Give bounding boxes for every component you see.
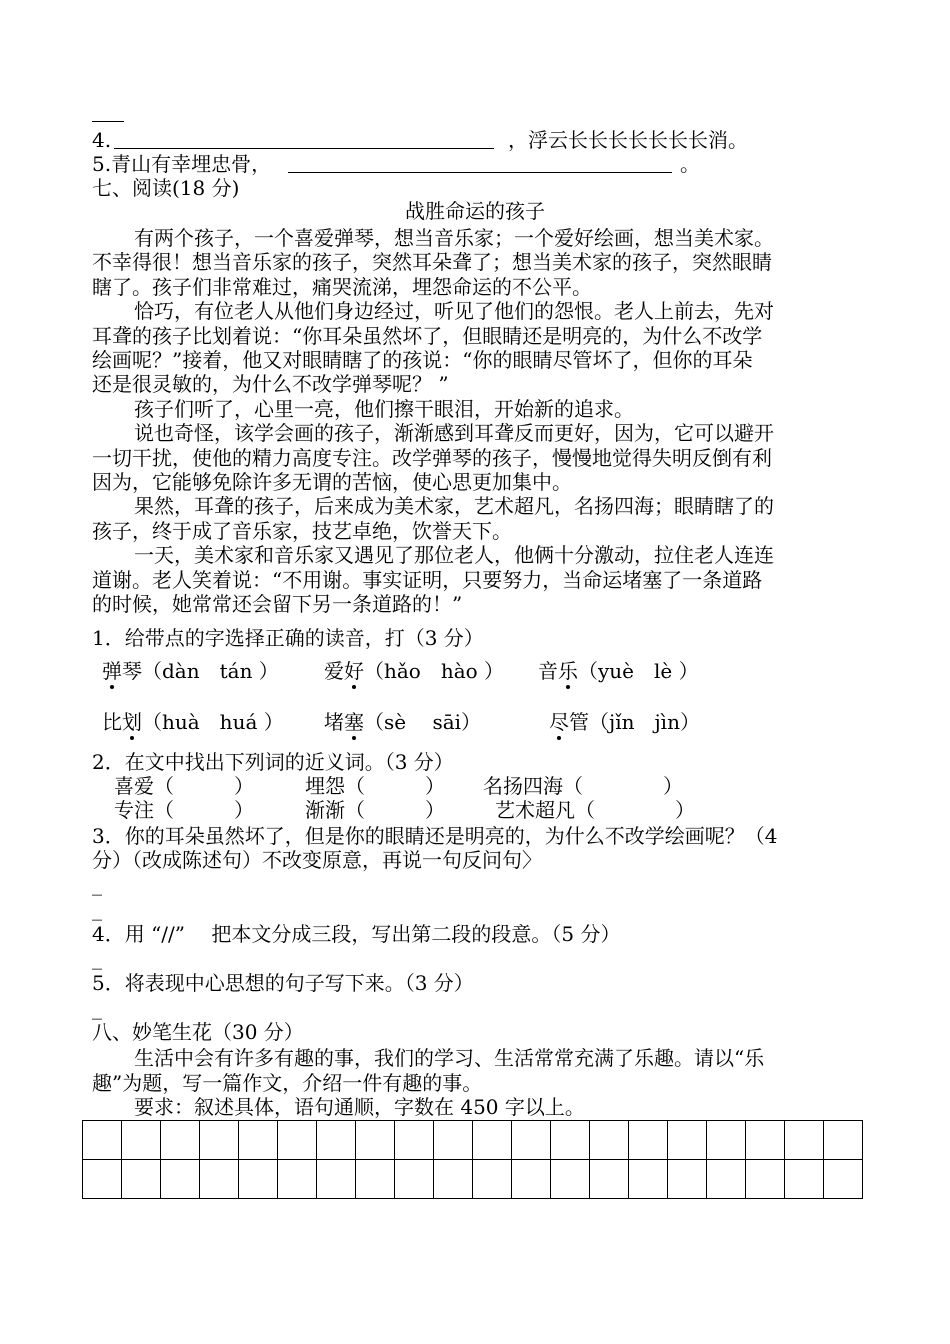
grid-cell[interactable] xyxy=(551,1160,590,1199)
q3-text-line1: 3．你的耳朵虽然坏了，但是你的眼睛还是明亮的，为什么不改学绘画呢？（4 xyxy=(92,824,778,848)
q2-item[interactable]: 名扬四海（ ） xyxy=(483,774,683,798)
grid-cell[interactable] xyxy=(746,1121,785,1160)
grid-cell[interactable] xyxy=(239,1121,278,1160)
pinyin-choice[interactable] xyxy=(324,710,481,734)
grid-cell[interactable] xyxy=(824,1160,863,1199)
story-line: 绘画呢？”接着，他又对眼睛瞎了的孩说：“你的眼睛尽管坏了，但你的耳朵 xyxy=(92,348,753,372)
grid-cell[interactable] xyxy=(200,1160,239,1199)
grid-cell[interactable] xyxy=(629,1121,668,1160)
q4-fill-prefix: 4. xyxy=(92,128,112,152)
q3-answer-blank[interactable]: _ xyxy=(92,872,102,896)
q1-text: 1．给带点的字选择正确的读音，打（3 分） xyxy=(92,626,484,650)
q5-fill-prefix: 5.青山有幸埋忠骨， xyxy=(92,152,272,176)
pinyin-choice[interactable] xyxy=(102,659,279,683)
grid-cell[interactable] xyxy=(278,1160,317,1199)
essay-writing-grid[interactable] xyxy=(82,1120,863,1199)
story-line: 因为，它能够免除许多无谓的苦恼，使心思更加集中。 xyxy=(92,470,572,494)
story-line: 一切干扰，使他的精力高度专注。改学弹琴的孩子，慢慢地觉得失明反倒有利 xyxy=(92,445,772,470)
top-rule xyxy=(92,121,124,122)
grid-cell[interactable] xyxy=(590,1121,629,1160)
grid-cell[interactable] xyxy=(590,1160,629,1199)
pinyin-options: （sè sāi） xyxy=(364,710,482,734)
story-line: 说也奇怪，该学会画的孩子，渐渐感到耳聋反而更好，因为，它可以避开 xyxy=(134,421,774,446)
story-line: 耳聋的孩子比划着说：“你耳朵虽然坏了，但眼睛还是明亮的，为什么不改学 xyxy=(92,323,763,348)
grid-cell[interactable] xyxy=(161,1121,200,1160)
grid-cell[interactable] xyxy=(473,1160,512,1199)
dotted-character: 弹 xyxy=(102,659,122,683)
grid-cell[interactable] xyxy=(356,1121,395,1160)
q3-answer-blank[interactable]: _ xyxy=(92,897,102,921)
word-part: 比 xyxy=(102,710,122,734)
q2-text: 2．在文中找出下列词的近义词。（3 分） xyxy=(92,750,454,774)
grid-cell[interactable] xyxy=(356,1160,395,1199)
pinyin-options: （hǎo hào ） xyxy=(364,659,505,683)
story-title: 战胜命运的孩子 xyxy=(405,199,545,223)
essay-prompt-line2: 趣”为题，写一篇作文，介绍一件有趣的事。 xyxy=(92,1071,483,1095)
grid-row xyxy=(83,1160,863,1199)
grid-cell[interactable] xyxy=(395,1160,434,1199)
dotted-character: 尽 xyxy=(549,710,569,734)
grid-cell[interactable] xyxy=(707,1121,746,1160)
grid-cell[interactable] xyxy=(473,1121,512,1160)
q2-item[interactable]: 专注（ ） xyxy=(114,798,254,822)
grid-cell[interactable] xyxy=(668,1121,707,1160)
pinyin-options: （huà huá ） xyxy=(142,710,284,734)
story-line: 一天，美术家和音乐家又遇见了那位老人，他俩十分激动，拉住老人连连 xyxy=(134,543,774,568)
grid-cell[interactable] xyxy=(512,1121,551,1160)
story-line: 孩子，终于成了音乐家，技艺卓绝，饮誉天下。 xyxy=(92,518,512,543)
essay-prompt-line1: 生活中会有许多有趣的事，我们的学习、生活常常充满了乐趣。请以“乐 xyxy=(134,1046,765,1070)
dotted-character: 乐 xyxy=(558,659,578,683)
section8-heading: 八、妙笔生花（30 分） xyxy=(92,1020,304,1044)
q5-text: 5．将表现中心思想的句子写下来。（3 分） xyxy=(92,971,474,995)
grid-cell[interactable] xyxy=(785,1160,824,1199)
pinyin-options: 琴（dàn tán ） xyxy=(122,659,279,683)
grid-cell[interactable] xyxy=(122,1160,161,1199)
story-line: 孩子们听了，心里一亮，他们擦干眼泪，开始新的追求。 xyxy=(134,396,634,421)
pinyin-choice[interactable] xyxy=(102,710,284,734)
q4-answer-blank[interactable]: _ xyxy=(92,946,102,970)
grid-cell[interactable] xyxy=(200,1121,239,1160)
grid-cell[interactable] xyxy=(434,1121,473,1160)
grid-cell[interactable] xyxy=(434,1160,473,1199)
story-line: 瞎了。孩子们非常难过，痛哭流涕，埋怨命运的不公平。 xyxy=(92,274,592,299)
grid-row xyxy=(83,1121,863,1160)
essay-requirement: 要求：叙述具体，语句通顺，字数在 450 字以上。 xyxy=(134,1095,585,1119)
grid-cell[interactable] xyxy=(629,1160,668,1199)
story-line: 果然，耳聋的孩子，后来成为美术家，艺术超凡，名扬四海；眼睛瞎了的 xyxy=(134,494,774,519)
dotted-character: 塞 xyxy=(344,710,364,734)
grid-cell[interactable] xyxy=(317,1121,356,1160)
section7-heading: 七、阅读(18 分) xyxy=(92,176,240,200)
story-line: 有两个孩子，一个喜爱弹琴，想当音乐家；一个爱好绘画，想当美术家。 xyxy=(134,226,774,250)
grid-cell[interactable] xyxy=(785,1121,824,1160)
q4-text: 4．用 “//” 把本文分成三段，写出第二段的段意。（5 分） xyxy=(92,922,621,946)
grid-cell[interactable] xyxy=(239,1160,278,1199)
grid-cell[interactable] xyxy=(551,1121,590,1160)
story-line: 道谢。老人笑着说：“不用谢。事实证明，只要努力，当命运堵塞了一条道路 xyxy=(92,567,763,592)
grid-cell[interactable] xyxy=(122,1121,161,1160)
grid-cell[interactable] xyxy=(512,1160,551,1199)
q4-answer-line[interactable] xyxy=(114,148,494,149)
pinyin-choice[interactable] xyxy=(324,659,504,683)
story-line: 不幸得很！想当音乐家的孩子，突然耳朵聋了；想当美术家的孩子，突然眼睛 xyxy=(92,250,772,275)
grid-cell[interactable] xyxy=(83,1160,122,1199)
dotted-character: 好 xyxy=(344,659,364,683)
grid-cell[interactable] xyxy=(707,1160,746,1199)
word-part: 堵 xyxy=(324,710,344,734)
word-part: 音 xyxy=(538,659,558,683)
dotted-character: 划 xyxy=(122,710,142,734)
grid-cell[interactable] xyxy=(824,1121,863,1160)
grid-cell[interactable] xyxy=(161,1160,200,1199)
grid-cell[interactable] xyxy=(278,1121,317,1160)
q4-fill-suffix: ，浮云长长长长长长长消。 xyxy=(508,128,748,152)
word-part: 爱 xyxy=(324,659,344,683)
story-line: 恰巧，有位老人从他们身边经过，听见了他们的怨恨。老人上前去，先对 xyxy=(134,299,774,324)
pinyin-options: （yuè lè ） xyxy=(578,659,699,683)
q2-item[interactable]: 艺术超凡（ ） xyxy=(495,798,695,822)
grid-cell[interactable] xyxy=(746,1160,785,1199)
story-line: 还是很灵敏的，为什么不改学弹琴呢？ ” xyxy=(92,372,449,397)
q5-fill-suffix: 。 xyxy=(680,152,700,176)
q3-text-line2: 分）（改成陈述句）不改变原意，再说一句反问句〉 xyxy=(92,848,542,872)
grid-cell[interactable] xyxy=(668,1160,707,1199)
pinyin-options: 管（jǐn jìn） xyxy=(569,710,700,734)
q5-answer-blank[interactable]: _ xyxy=(92,996,102,1020)
pinyin-choice[interactable] xyxy=(549,710,700,734)
grid-cell[interactable] xyxy=(317,1160,356,1199)
q2-item[interactable]: 渐渐（ ） xyxy=(305,798,445,822)
pinyin-choice[interactable] xyxy=(538,659,699,683)
grid-cell[interactable] xyxy=(83,1121,122,1160)
q5-answer-line[interactable] xyxy=(288,172,672,173)
q2-item[interactable]: 喜爱（ ） xyxy=(114,774,254,798)
grid-cell[interactable] xyxy=(395,1121,434,1160)
q2-item[interactable]: 埋怨（ ） xyxy=(305,774,445,798)
story-line: 的时候，她常常还会留下另一条道路的！” xyxy=(92,592,463,616)
